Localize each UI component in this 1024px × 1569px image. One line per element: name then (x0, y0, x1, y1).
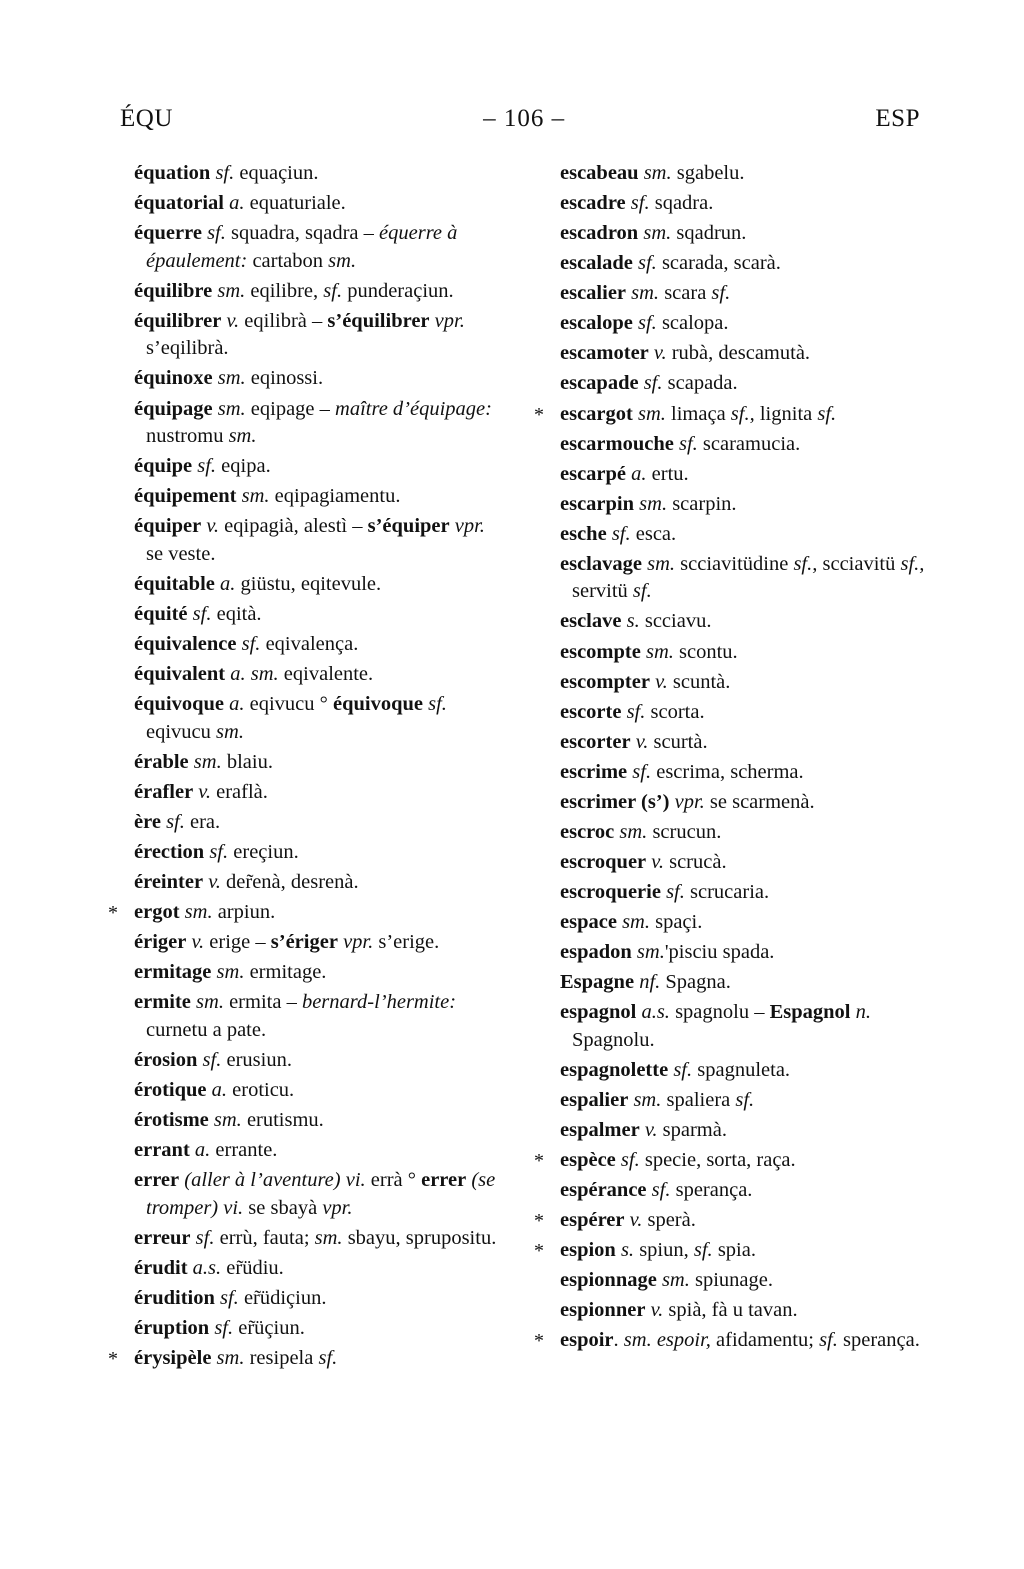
dictionary-entry (120, 1225, 504, 1253)
entry-text: équité sf. eqità. (134, 602, 262, 625)
entry-text: escompter v. scuntà. (560, 670, 731, 693)
dictionary-entry (120, 513, 504, 568)
entry-text: escroquerie sf. scrucaria. (560, 881, 770, 903)
entry-text: espace sm. spaçi. (560, 911, 703, 934)
dictionary-entry: * ergot sm. arpiun. (108, 901, 276, 925)
text-columns (108, 160, 930, 1375)
entry-text: esche sf. esca. (560, 522, 677, 545)
entry-text: errant a. errante. (134, 1139, 278, 1162)
entry-text: escapade sf. scapada. (560, 372, 738, 395)
dictionary-entry (546, 819, 930, 847)
entry-text: ermitage sm. ermitage. (134, 961, 327, 984)
dictionary-entry (546, 879, 930, 907)
dictionary-entry (120, 601, 504, 629)
dictionary-entry (546, 521, 930, 549)
dictionary-entry (120, 483, 504, 511)
entry-text: espérer v. sperà. (560, 1209, 696, 1232)
entry-text: équipage sm. eqipage – maître d’équipage: nustromu sm. (134, 397, 492, 448)
entry-text: éruption sf. er̃üçiun. (134, 1316, 305, 1339)
entry-text: ère sf. era. (134, 810, 221, 833)
entry-text: espoir. sm. espoir, afidamentu; sf. sperança. (560, 1329, 920, 1352)
dictionary-entry (546, 1117, 930, 1145)
entry-text: espadon sm.'pisciu spada. (560, 941, 775, 964)
dictionary-entry (546, 1177, 930, 1205)
entry-text: ergot sm. arpiun. (134, 901, 276, 924)
entry-text: escrime sf. escrima, scherma. (560, 760, 804, 783)
entry-text: équipement sm. eqipagiamentu. (134, 485, 401, 508)
page-header (120, 105, 920, 133)
page-folio: – 106 – (483, 105, 566, 132)
dictionary-entry (120, 396, 504, 451)
entry-text: équivalent a. sm. eqivalente. (134, 663, 374, 686)
entry-text: éreinter v. der̃enà, desrenà. (134, 871, 359, 893)
dictionary-entry: * espérer v. sperà. (534, 1209, 696, 1233)
dictionary-entry (546, 160, 930, 188)
left-column (108, 160, 504, 1375)
entry-text: équivalence sf. eqivalença. (134, 633, 359, 655)
dictionary-entry (120, 1315, 504, 1343)
entry-text: espérance sf. sperança. (560, 1179, 753, 1202)
dictionary-entry (120, 571, 504, 599)
dictionary-entry (546, 849, 930, 877)
dictionary-entry (120, 1255, 504, 1283)
dictionary-entry (120, 691, 504, 746)
entry-text: équivoque a. eqivucu ° équivoque sf. eqivucu sm. (134, 693, 447, 743)
dictionary-entry: * escargot sm. limaça sf., lignita sf. (534, 402, 837, 426)
entry-text: équipe sf. eqipa. (134, 455, 271, 478)
dictionary-entry (120, 1107, 504, 1135)
entry-text: esclave s. scciavu. (560, 610, 712, 633)
dictionary-entry (120, 661, 504, 689)
dictionary-entry (120, 453, 504, 481)
dictionary-entry (120, 929, 504, 957)
dictionary-entry (546, 1267, 930, 1295)
dictionary-entry (546, 250, 930, 278)
dictionary-entry (546, 280, 930, 308)
entry-text: escrimer (s’) vpr. se scarmenà. (560, 790, 815, 813)
entry-text: escompte sm. scontu. (560, 640, 738, 663)
dictionary-entry (546, 220, 930, 248)
dictionary-entry (546, 639, 930, 667)
entry-text: érosion sf. erusiun. (134, 1048, 292, 1071)
entry-text: escroc sm. scrucun. (560, 820, 722, 843)
dictionary-entry (120, 869, 504, 897)
dictionary-entry (546, 759, 930, 787)
dictionary-entry (546, 789, 930, 817)
entry-text: escarpé a. ertu. (560, 462, 689, 485)
running-head-right: ESP (875, 105, 920, 132)
entry-text: escadron sm. sqadrun. (560, 222, 747, 245)
entry-text: escarmouche sf. scaramucia. (560, 432, 801, 455)
dictionary-entry (546, 608, 930, 636)
dictionary-entry (120, 1077, 504, 1105)
dictionary-entry (120, 365, 504, 393)
dictionary-entry (120, 839, 504, 867)
dictionary-entry (546, 491, 930, 519)
entry-text: équation sf. equaçiun. (134, 162, 319, 184)
entry-text: espionner v. spià, fà u tavan. (560, 1299, 798, 1322)
entry-text: escalade sf. scarada, scarà. (560, 252, 781, 275)
dictionary-entry (120, 1137, 504, 1165)
dictionary-entry (546, 1297, 930, 1325)
entry-text: équerre sf. squadra, sqadra – équerre à épaulement: cartabon sm. (134, 222, 458, 272)
entry-text: erreur sf. errù, fauta; sm. sbayu, sprupositu. (134, 1226, 497, 1249)
dictionary-entry (120, 809, 504, 837)
entry-text: ériger v. erige – s’ériger vpr. s’erige. (134, 931, 440, 954)
entry-text: escarpin sm. scarpin. (560, 492, 737, 515)
dictionary-entry (120, 1285, 504, 1313)
entry-text: espion s. spiun, sf. spia. (560, 1239, 756, 1262)
entry-text: escorte sf. scorta. (560, 700, 705, 723)
entry-text: érafler v. eraflà. (134, 780, 268, 803)
dictionary-entry (120, 1167, 504, 1222)
dictionary-entry (546, 340, 930, 368)
dictionary-entry (546, 909, 930, 937)
entry-text: érotique a. eroticu. (134, 1078, 295, 1101)
dictionary-entry (546, 939, 930, 967)
dictionary-entry: * espion s. spiun, sf. spia. (534, 1239, 756, 1263)
entry-text: escroquer v. scrucà. (560, 850, 727, 873)
dictionary-entry (546, 999, 930, 1054)
dictionary-entry (546, 551, 930, 606)
entry-text: escalier sm. scara sf. (560, 282, 731, 305)
entry-text: esclavage sm. scciavitüdine sf., scciavitü sf., servitü sf. (560, 552, 925, 603)
dictionary-entry (120, 959, 504, 987)
entry-text: espalier sm. spaliera sf. (560, 1088, 755, 1111)
right-column (534, 160, 930, 1375)
dictionary-entry: * espèce sf. specie, sorta, raça. (534, 1149, 796, 1173)
dictionary-entry (120, 631, 504, 659)
dictionary-entry (120, 190, 504, 218)
entry-text: érudit a.s. er̃üdiu. (134, 1256, 284, 1279)
entry-text: ermite sm. ermita – bernard-l’hermite: curnetu a pate. (134, 991, 457, 1041)
entry-text: équatorial a. equaturiale. (134, 192, 346, 215)
dictionary-entry (120, 278, 504, 306)
entry-text: équitable a. giüstu, eqitevule. (134, 572, 382, 595)
entry-text: érable sm. blaiu. (134, 750, 273, 773)
dictionary-entry (120, 160, 504, 188)
entry-text: escabeau sm. sgabelu. (560, 162, 745, 184)
dictionary-entry (120, 220, 504, 275)
entry-text: espionnage sm. spiunage. (560, 1269, 773, 1292)
entry-text: escamoter v. rubà, descamutà. (560, 342, 811, 365)
entry-text: espèce sf. specie, sorta, raça. (560, 1149, 796, 1172)
entry-text: érotisme sm. erutismu. (134, 1109, 324, 1131)
entry-text: escorter v. scurtà. (560, 730, 708, 753)
dictionary-entry (546, 461, 930, 489)
dictionary-entry (546, 190, 930, 218)
dictionary-entry (546, 729, 930, 757)
entry-text: équilibrer v. eqilibrà – s’équilibrer vpr. s’eqilibrà. (134, 309, 465, 360)
dictionary-entry (546, 669, 930, 697)
entry-text: escadre sf. sqadra. (560, 192, 714, 215)
entry-text: espalmer v. sparmà. (560, 1119, 727, 1141)
entry-text: érysipèle sm. resipela sf. (134, 1347, 338, 1369)
entry-text: érection sf. ereçiun. (134, 840, 299, 863)
entry-text: espagnolette sf. spagnuleta. (560, 1058, 791, 1081)
entry-text: espagnol a.s. spagnolu – Espagnol n. Spagnolu. (560, 1001, 871, 1051)
dictionary-entry: * espoir. sm. espoir, afidamentu; sf. sperança. (534, 1329, 920, 1353)
dictionary-entry (546, 969, 930, 997)
entry-text: équinoxe sm. eqinossi. (134, 367, 324, 390)
dictionary-entry (120, 308, 504, 363)
dictionary-entry (546, 310, 930, 338)
dictionary-entry (120, 1047, 504, 1075)
entry-text: errer (aller à l’aventure) vi. errà ° errer (se tromper) vi. se sbayà vpr. (134, 1169, 496, 1219)
running-head-left: ÉQU (120, 105, 173, 132)
dictionary-entry (120, 779, 504, 807)
dictionary-entry (546, 1087, 930, 1115)
dictionary-entry (546, 370, 930, 398)
dictionary-entry (546, 1057, 930, 1085)
entry-text: équilibre sm. eqilibre, sf. punderaçiun. (134, 279, 454, 302)
entry-text: escalope sf. scalopa. (560, 312, 729, 335)
dictionary-entry: * érysipèle sm. resipela sf. (108, 1347, 338, 1370)
entry-text: Espagne nf. Spagna. (560, 971, 731, 994)
entry-text: équiper v. eqipagià, alestì – s’équiper vpr. se veste. (134, 515, 485, 565)
dictionary-entry (546, 431, 930, 459)
entry-text: escargot sm. limaça sf., lignita sf. (560, 402, 837, 425)
dictionary-entry (546, 699, 930, 727)
dictionary-entry (120, 749, 504, 777)
entry-text: érudition sf. er̃üdiçiun. (134, 1286, 327, 1309)
dictionary-entry (120, 989, 504, 1044)
